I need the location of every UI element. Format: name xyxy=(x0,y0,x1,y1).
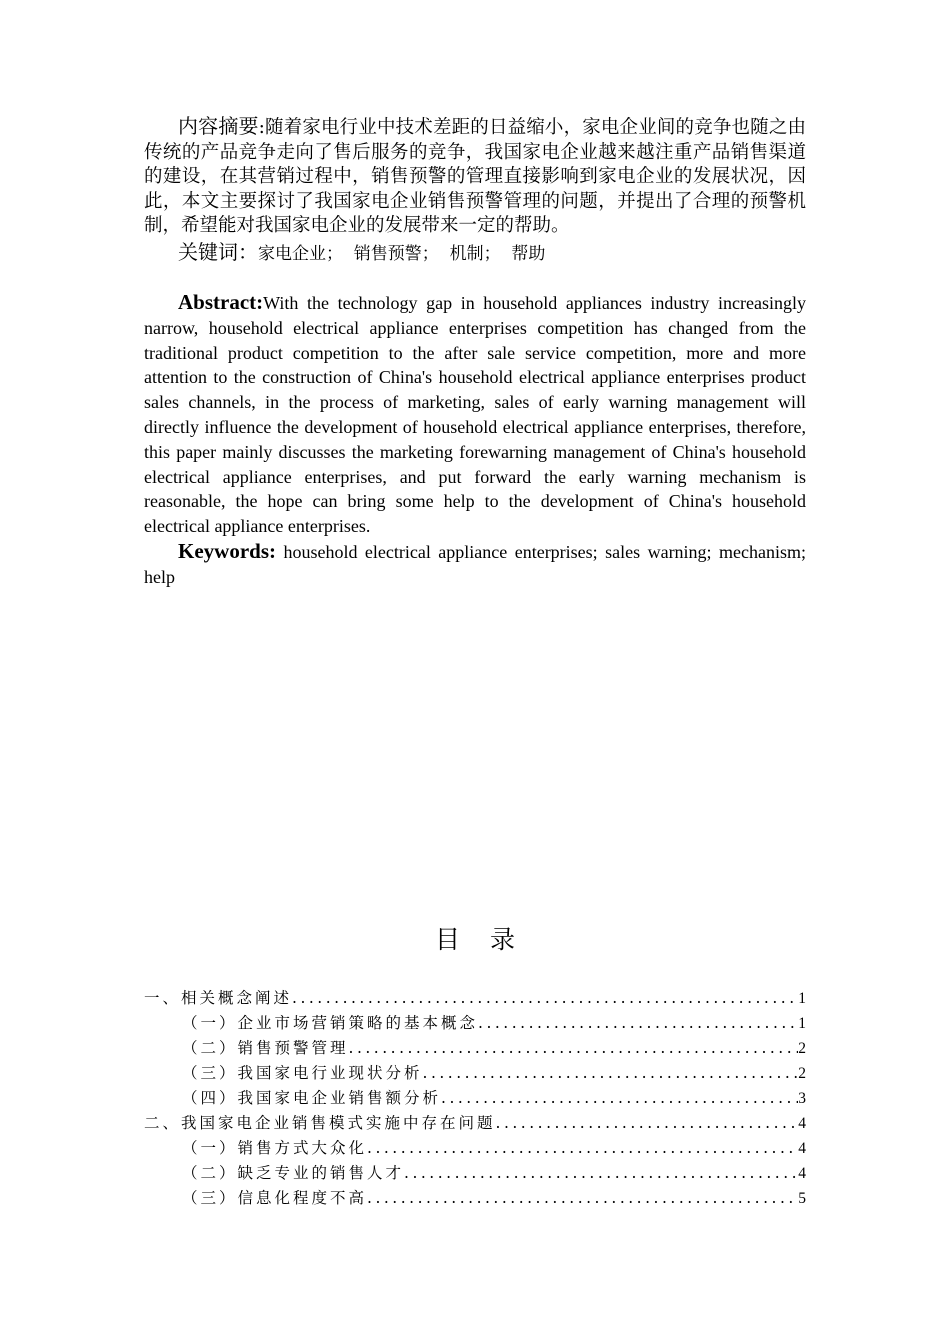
abstract-en-text: With the technology gap in household appliances industry increasingly narrow, household electrical appliance enterprises competition has changed from the traditional product competition to the after sale service competition, more and more attention to the construction of China's household electrical appliance enterprises product sales channels, in the process of marketing, sales of early warning management will directly influence the development of household electrical appliance enterprises, therefore, this paper mainly discusses the marketing forewarning management of China's household electrical appliance enterprises, and put forward the early warning mechanism is reasonable, the hope can bring some help to the development of China's household electrical appliance enterprises. xyxy=(144,293,806,537)
toc-entry-title: （一）销售方式大众化 xyxy=(182,1139,368,1157)
toc-entry-page: 1 xyxy=(798,1015,806,1032)
toc-entry-page: 2 xyxy=(798,1065,806,1082)
toc-entry[interactable] xyxy=(144,1161,806,1186)
toc-dot-leader xyxy=(478,1011,798,1036)
toc-entry-page: 1 xyxy=(798,990,806,1007)
toc-dot-leader xyxy=(349,1036,799,1061)
abstract-en-label: Abstract: xyxy=(178,290,264,314)
toc-dot-leader xyxy=(496,1111,799,1136)
toc-dot-leader xyxy=(292,986,798,1011)
toc-entry[interactable] xyxy=(144,986,806,1011)
toc-entry-title: （二）销售预警管理 xyxy=(182,1039,349,1057)
toc-entry-page: 2 xyxy=(798,1040,806,1057)
toc-entry[interactable] xyxy=(144,1011,806,1036)
toc-entry-title: （二）缺乏专业的销售人才 xyxy=(182,1164,405,1182)
toc-entry[interactable] xyxy=(144,1111,806,1136)
abstract-cn-separator: : xyxy=(258,117,265,138)
toc-entry-page: 5 xyxy=(798,1190,806,1207)
toc-entry-title: （一）企业市场营销策略的基本概念 xyxy=(182,1014,479,1032)
keywords-cn xyxy=(144,240,806,266)
toc-entry[interactable] xyxy=(144,1086,806,1111)
keywords-en-text: household electrical appliance enterprises; sales warning; mechanism; help xyxy=(144,542,806,587)
toc-entry[interactable] xyxy=(144,1186,806,1211)
toc-entry[interactable] xyxy=(144,1136,806,1161)
toc-entry-title: （四）我国家电企业销售额分析 xyxy=(182,1089,442,1107)
toc-dot-leader xyxy=(367,1186,798,1211)
toc-entry-page: 4 xyxy=(798,1115,806,1132)
toc-entry-title: （三）信息化程度不高 xyxy=(182,1189,368,1207)
toc-entry[interactable] xyxy=(144,1036,806,1061)
toc-entry[interactable] xyxy=(144,1061,806,1086)
toc-entry-page: 3 xyxy=(798,1090,806,1107)
keywords-en xyxy=(144,539,806,590)
keywords-cn-text: 家电企业； 销售预警； 机制； 帮助 xyxy=(258,244,546,264)
toc-entry-title: 一、相关概念阐述 xyxy=(144,989,293,1007)
abstract-cn xyxy=(144,114,806,239)
keywords-cn-label: 关键词： xyxy=(178,240,258,264)
toc-entry-title: （三）我国家电行业现状分析 xyxy=(182,1064,423,1082)
toc-entry-title: 二、我国家电企业销售模式实施中存在问题 xyxy=(144,1114,496,1132)
toc-entry-page: 4 xyxy=(798,1140,806,1157)
abstract-cn-label: 内容摘要 xyxy=(178,114,259,138)
abstract-cn-text: 随着家电行业中技术差距的日益缩小，家电企业间的竞争也随之由传统的产品竞争走向了售后服务的竞争，我国家电企业越来越注重产品销售渠道的建设，在其营销过程中，销售预警的管理直接影响到家电企业的发展状况，因此，本文主要探讨了我国家电企业销售预警管理的问题，并提出了合理的预警机制，希望能对我国家电企业的发展带来一定的帮助。 xyxy=(144,117,806,236)
toc-dot-leader xyxy=(367,1136,798,1161)
toc-dot-leader xyxy=(441,1086,798,1111)
table-of-contents xyxy=(144,986,806,1211)
toc-entry-page: 4 xyxy=(798,1165,806,1182)
toc-dot-leader xyxy=(423,1061,799,1086)
toc-title: 目录 xyxy=(434,925,545,954)
keywords-en-label: Keywords: xyxy=(178,539,276,563)
toc-dot-leader xyxy=(404,1161,798,1186)
abstract-en xyxy=(144,290,806,539)
